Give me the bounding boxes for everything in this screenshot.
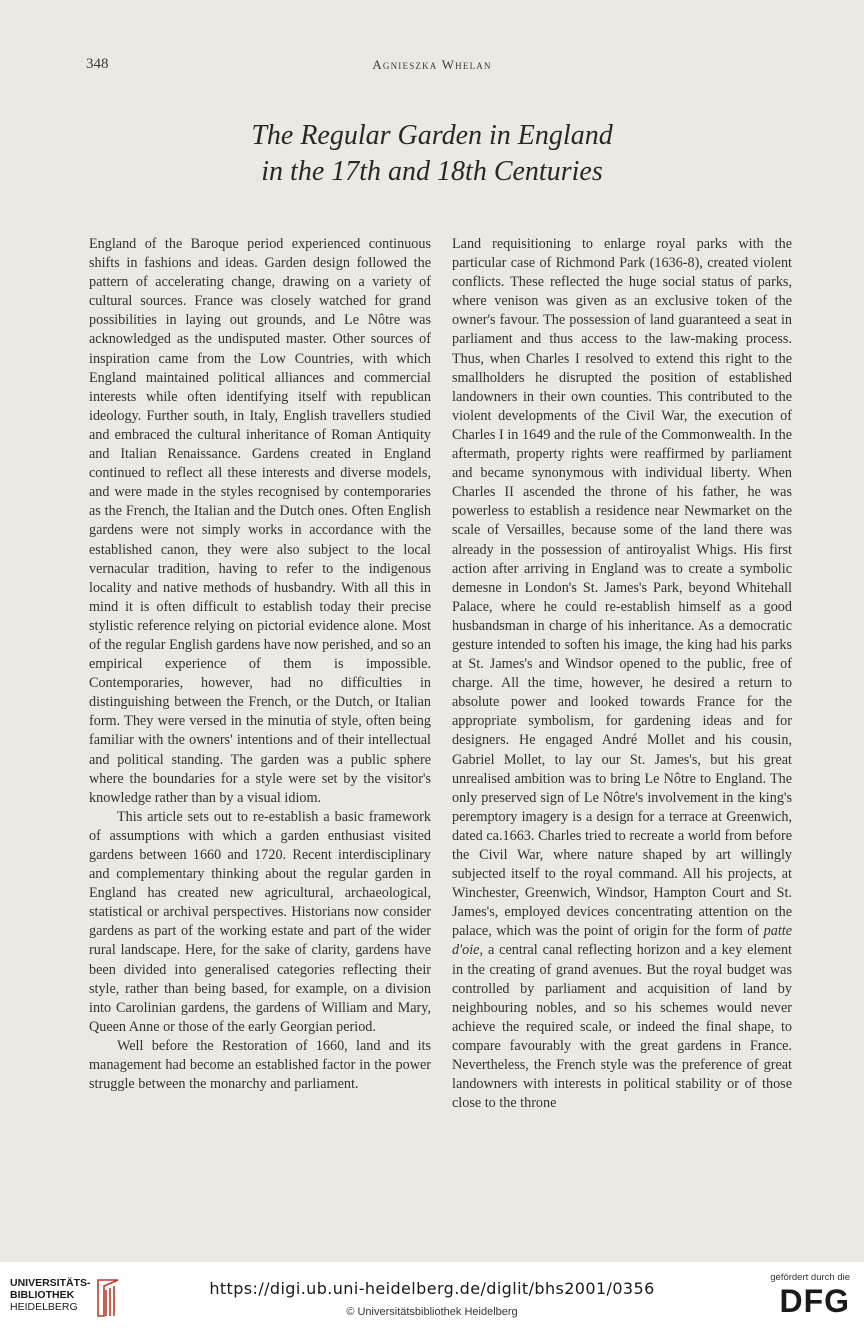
paragraph: England of the Baroque period experienced continuous shifts in fashions and ideas. Garden design followed the pattern of accelerating change, drawing on a variety of cultural sources. France was closely watched for grand possibilities in laying out grounds, and Le Nôtre was acknowledged as the undisputed master. Other sources of inspiration came from the Low Countries, with which England maintained political alliances and commercial interests while often identifying itself with republican ideology. Further south, in Italy, English travellers studied and embraced the cultural inheritance of Roman Antiquity and Italian Renaissance. Gardens created in England continued to reflect all these interests and diverse models, and were made in the styles recognised by contemporaries as the French, the Italian and the Dutch ones. Often English gardens were not simply works in accordance with the established canon, they were also subject to the local vernacular tradition, having to refer to the indigenous locality and native methods of husbandry. With all this in mind it is often difficult to establish today their precise stylistic reference relying on pictorial evidence alone. Most of the regular English gardens have now perished, and so an empirical experience of them is impossible. Contemporaries, however, had no difficulties in distinguishing between the French, or the Dutch, or Italian form. They were versed in the minutia of style, often being familiar with the owners' intentions and of their intellectual and political standing. The garden was a public sphere where the boundaries for a style were set by the visitor's knowledge rather than by a visual idiom. [89,236,431,806]
running-head-author: Agnieszka Whelan [372,57,492,72]
article-title [0,118,864,190]
article-title-line-1: The Regular Garden in England [251,120,613,151]
page-number: 348 [86,56,109,72]
italic-term: patte d'oie [452,923,792,959]
dfg-funding-logo[interactable] [766,1272,850,1324]
paragraph-text: , a central canal reflecting horizon and a key element in the creating of grand avenues. But the royal budget was controlled by parliament and acquisition of land by neighbouring nobles, and so his schemes would never achieve the required scale, or indeed the final shape, to compare favourably with the great gardens in France. Nevertheless, the French style was the preference of great landowners with interests in political stability or of those close to the throne [452,942,792,1112]
dfg-logo-text: DFG [779,1283,850,1319]
library-name-line-3: HEIDELBERG [10,1301,78,1313]
paragraph: This article sets out to re-establish a basic framework of assumptions with which a garden enthusiast visited gardens between 1660 and 1720. Recent interdisciplinary and complementary thinking about the regular garden in England has created new agricultural, archaeological, statistical or archival perspectives. Historians now consider gardens as part of the working estate and part of the wider rural landscape. Here, for the sake of clarity, gardens have been divided into generalised categories reflecting their style, rather than being based, for example, on a division into Carolinian gardens, the gardens of William and Mary, Queen Anne or those of the early Georgian period. [89,808,431,1035]
page-header [0,52,864,76]
library-name-line-1: UNIVERSITÄTS- [10,1277,91,1289]
copyright-notice: © Universitätsbibliothek Heidelberg [346,1306,518,1318]
library-name-line-2: BIBLIOTHEK [10,1289,75,1301]
paragraph: Well before the Restoration of 1660, land and its management had become an established factor in the power struggle between the monarchy and parliament. [89,1037,431,1093]
right-text-column [452,235,792,1113]
digitization-footer [0,1262,864,1330]
left-text-column [89,235,431,1094]
paragraph-text: Land requisitioning to enlarge royal parks with the particular case of Richmond Park (1636-8), created violent conflicts. These reflected the huge social status of parks, where venison was given as an exclusive token of the owner's favour. The possession of land guaranteed a seat in parliament and thus access to the law-making process. Thus, when Charles I resolved to extend this right to the smallholders he disrupted the position of established landowners in their own counties. This contributed to the violent developments of the Civil War, the execution of Charles I in 1649 and the rule of the Commonwealth. In the aftermath, property rights were reaffirmed by parliament and became synonymous with individual liberty. When Charles II ascended the throne of his father, he was powerless to establish a residence near Newmarket on the scale of Versailles, because some of the land there was already in the possession of antiroyalist Whigs. His first action after arriving in England was to create a symbolic demesne in London's St. James's Park, beyond Whitehall Palace, where he could re-establish himself as a good husbandsman in charge of his inheritance. As a democratic gesture intended to soften his image, the king had his parks at St. James's and Windsor opened to the public, free of charge. All the time, however, he desired a return to absolute power and looked towards France for the appropriate symbolism, for gardening ideas and for designers. He engaged André Mollet and his cousin, Gabriel Mollet, to lay our St. James's, but his great unrealised ambition was to bring Le Nôtre to England. The only preserved sign of Le Nôtre's involvement in the king's peremptory imagery is a design for a terrace at Greenwich, dated ca.1663. Charles tried to recreate a world from before the Civil War, where nature shaped by art willingly subjected itself to the royal command. All his projects, at Winchester, Greenwich, Windsor, Hampton Court and St. James's, employed devices concentrating attention on the palace, which was the point of origin for the form of [452,236,792,940]
funding-label: gefördert durch die [770,1272,850,1283]
permalink-url[interactable]: https://digi.ub.uni-heidelberg.de/diglit/bhs2001/0356 [209,1279,655,1298]
article-title-line-2: in the 17th and 18th Centuries [261,156,603,187]
paragraph [452,235,792,1113]
